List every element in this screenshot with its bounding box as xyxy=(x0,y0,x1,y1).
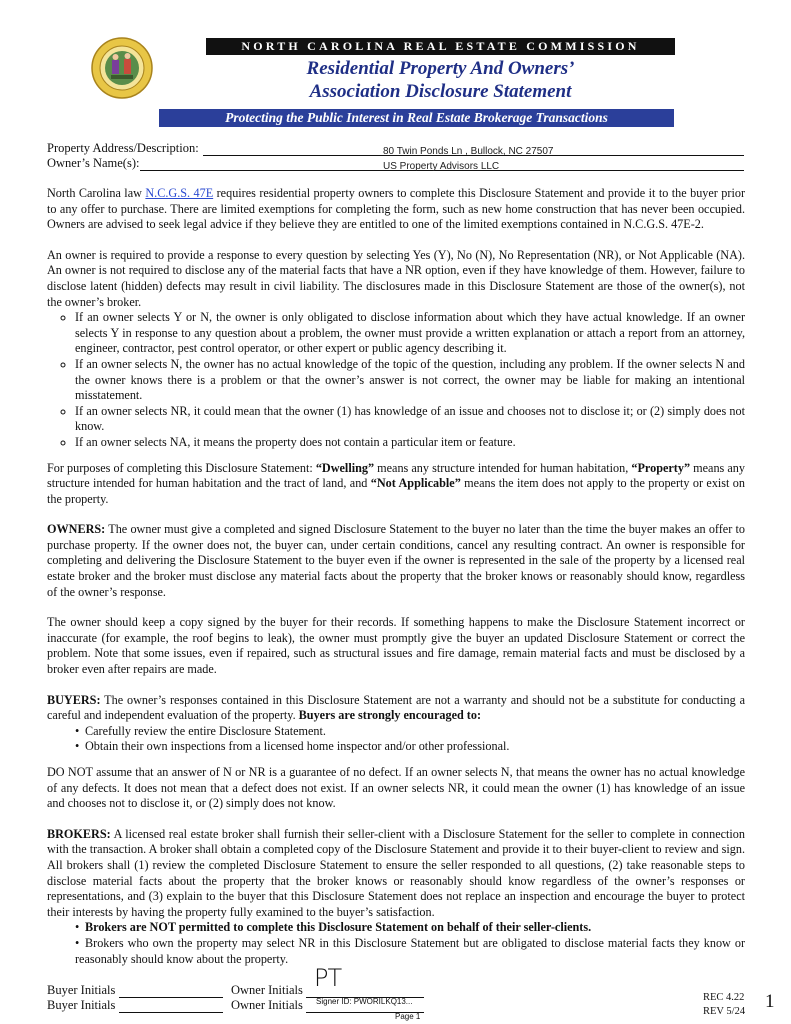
buyer-initials-field[interactable] xyxy=(119,999,223,1013)
brokers-heading: BROKERS: xyxy=(47,826,111,841)
signer-id: Signer ID: PWORILKQ13... xyxy=(316,997,413,1006)
owners-heading: OWNERS: xyxy=(47,522,106,537)
tagline-banner: Protecting the Public Interest in Real Estate Brokerage Transactions xyxy=(159,109,674,127)
list-item: ◦ If an owner selects Y or N, the owner is only obligated to disclose information about which they have actual knowledge. If an owner selects Y in response to any question about a problem, the owner must provide a written explanation or attach a report from an attorney, engineer, contractor, pest control operator, or other expert or public agency describing it. xyxy=(75,310,745,357)
buyer-initials-field[interactable] xyxy=(119,984,223,998)
buyers-paragraph: BUYERS: The owner’s responses contained in this Disclosure Statement are not a warranty and should not be a substitute for conducting a careful and independent evaluation of the property. Buyers are strongly encouraged to: xyxy=(47,692,745,723)
response-options-list xyxy=(47,310,745,450)
brokers-paragraph: BROKERS: A licensed real estate broker shall furnish their seller-client with a Disclosure Statement for the seller to complete in connection with the transaction. A broker shall obtain a completed copy of the Disclosure Statement and provide it to their buyer-client to review and sign. All brokers shall (1) review the completed Disclosure Statement to ensure the seller responded to all questions, (2) take reasonable steps to disclose material facts about the property that the broker knows or reasonably should know regardless of the owner’s responses or representations, and (3) explain to the buyer that this Disclosure Statement does not replace an inspection and encourage the buyer to protect their interests by having the property fully examined to the buyer’s satisfaction. xyxy=(47,826,745,919)
owners-update-paragraph: The owner should keep a copy signed by the buyer for their records. If something happens to make the Disclosure Statement incorrect or inaccurate (for example, the roof begins to leak), the owner must promptly give the buyer an updated Disclosure Statement or correct the problem. Note that some issues, even if repaired, such as structural issues and fire damage, remain material facts and must be disclosed by a broker even after repairs are made. xyxy=(47,615,745,677)
buyers-warning-paragraph: DO NOT assume that an answer of N or NR is a guarantee of no defect. If an owner selects N, that means the owner has no actual knowledge of any defects. It does not mean that a defect does not exist. If an owner selects NR, it could mean the owner (1) has knowledge of an issue and chooses not to disclose it, or (2) simply does not know. xyxy=(47,765,745,811)
nc-seal-logo xyxy=(91,37,153,99)
definitions-paragraph: For purposes of completing this Disclosure Statement: “Dwelling” means any structure intended for human habitation, “Property” means any structure intended for human habitation and the tract of land, and “Not Applicable” means the item does not apply to the property or exist on the property. xyxy=(47,460,745,506)
form-revision: REC 4.22 REV 5/24 xyxy=(703,992,746,1017)
owner-name-value: US Property Advisors LLC xyxy=(383,161,500,172)
list-item: • Brokers who own the property may select NR in this Disclosure Statement but are obligated to disclose material facts they know or reasonably should know about the property. xyxy=(75,936,745,967)
buyers-list xyxy=(47,724,745,755)
page-number: 1 xyxy=(765,991,775,1012)
list-item: • Obtain their own inspections from a licensed home inspector and/or other professional. xyxy=(75,739,745,755)
owner-initials-label: Owner Initials xyxy=(231,998,303,1012)
owner-initials-signature: PT xyxy=(314,964,342,992)
buyers-heading: BUYERS: xyxy=(47,692,101,707)
response-options-paragraph: An owner is required to provide a response to every question by selecting Yes (Y), No (N), No Representation (NR), or Not Applicable (NA). An owner is not required to disclose any of the material facts that have a NR option, even if they have knowledge of them. However, failure to disclose latent (hidden) defects may result in civil liability. The disclosures made in this Disclosure Statement are those of the owner(s), not the owner’s broker. xyxy=(47,247,745,309)
buyer-initials-label: Buyer Initials xyxy=(47,998,116,1012)
buyer-initials-row-2 xyxy=(47,998,223,1013)
signature-page-label: Page 1 xyxy=(395,1012,421,1021)
intro-paragraph: North Carolina law N.C.G.S. 47E requires residential property owners to complete this Disclosure Statement and provide it to the buyer prior to any offer to purchase. There are limited exemptions for completing the form, such as new home construction that has never been occupied. Owners are advised to seek legal advice if they believe they are entitled to one of the limited exemptions contained in N.C.G.S. 47E-2. xyxy=(47,186,745,232)
list-item: ◦ If an owner selects N, the owner has no actual knowledge of the topic of the question, including any problem. If the owner selects N and the owner knows there is a problem or that the owner’s answer is not correct, the owner may be liable for making an intentional misstatement. xyxy=(75,357,745,404)
buyer-initials-row-1 xyxy=(47,983,223,998)
ncgs-47e-link[interactable]: N.C.G.S. 47E xyxy=(145,186,214,200)
list-item: ◦ If an owner selects NA, it means the property does not contain a particular item or feature. xyxy=(75,435,745,451)
buyer-initials-label: Buyer Initials xyxy=(47,983,116,997)
owners-paragraph: OWNERS: The owner must give a completed and signed Disclosure Statement to the buyer no later than the time the buyer makes an offer to purchase property. If the owner does not, the buyer can, under certain conditions, cancel any resulting contract. An owner is responsible for completing and delivering the Disclosure Statement to the buyer even if the owner is represented in the sale of the property by a licensed real estate broker and the broker must disclose any material facts about the property that the broker knows or reasonably should know, regardless of the owner’s response. xyxy=(47,522,745,599)
disclosure-body xyxy=(47,186,745,977)
list-item: • Brokers are NOT permitted to complete this Disclosure Statement on behalf of their seller-clients. xyxy=(75,920,745,936)
title-line-2: Association Disclosure Statement xyxy=(309,81,572,102)
address-value: 80 Twin Ponds Ln , Bullock, NC 27507 xyxy=(383,146,554,157)
owner-name-label: Owner’s Name(s): xyxy=(47,156,140,170)
list-item: • Carefully review the entire Disclosure Statement. xyxy=(75,724,745,740)
brokers-list xyxy=(47,920,745,967)
agency-banner: NORTH CAROLINA REAL ESTATE COMMISSION xyxy=(206,38,675,55)
list-item: ◦ If an owner selects NR, it could mean that the owner (1) has knowledge of an issue and chooses not to disclose it; or (2) simply does not know. xyxy=(75,404,745,435)
title-line-1: Residential Property And Owners’ xyxy=(306,58,575,79)
address-label: Property Address/Description: xyxy=(47,141,199,155)
page-title xyxy=(206,57,675,103)
owner-initials-label: Owner Initials xyxy=(231,983,303,997)
